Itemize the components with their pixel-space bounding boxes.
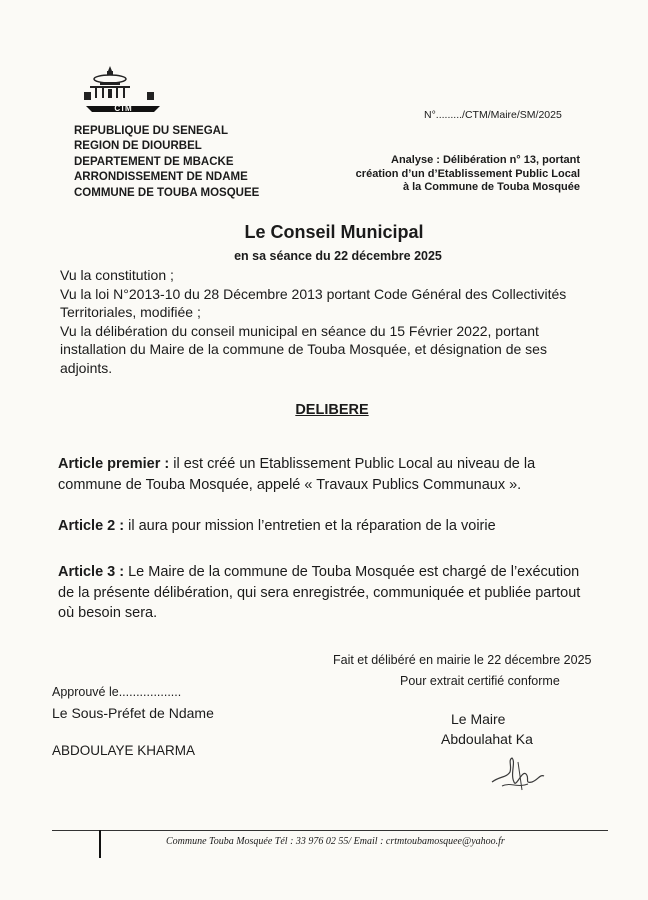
article-2 — [58, 516, 598, 537]
analyse-line: à la Commune de Touba Mosquée — [402, 181, 580, 194]
reference-number: N°........./CTM/Maire/SM/2025 — [424, 109, 562, 121]
document-title: Le Conseil Municipal — [244, 222, 424, 242]
sous-prefet-title: Le Sous-Préfet de Ndame — [52, 705, 214, 721]
svg-text:CTM: CTM — [114, 104, 132, 113]
mayor-title: Le Maire — [451, 711, 506, 727]
article-3 — [58, 562, 598, 624]
administrative-header — [74, 124, 259, 201]
fait-et-delibere: Fait et délibéré en mairie le 22 décembre 2025 — [333, 653, 592, 667]
article-premier — [58, 454, 598, 495]
admin-line: REGION DE DIOURBEL — [74, 140, 202, 153]
signature-icon — [488, 752, 550, 794]
article-label: Article premier : — [58, 456, 170, 472]
commune-logo — [80, 62, 170, 122]
session-date: en sa séance du 22 décembre 2025 — [234, 249, 442, 263]
mosque-emblem-icon — [80, 62, 170, 122]
article-text: il aura pour mission l’entretien et la réparation de la voirie — [124, 518, 496, 534]
visa-paragraph: Vu la délibération du conseil municipal en séance du 15 Février 2022, portant installation du Maire de la commune de Touba Mosquée, et désignation de ses adjoints. — [60, 322, 547, 376]
article-label: Article 3 : — [58, 564, 125, 580]
footer-bar — [99, 830, 101, 858]
visas-section — [60, 266, 570, 378]
article-label: Article 2 : — [58, 518, 125, 534]
mayor-name: Abdoulahat Ka — [441, 731, 533, 747]
article-text: il est créé un Etablissement Public Local au niveau de la commune de Touba Mosquée, appelé « Travaux Publics Communaux ». — [58, 456, 536, 493]
analyse-line: Analyse : Délibération n° 13, portant — [391, 154, 580, 166]
visa-paragraph: Vu la constitution ; — [60, 267, 174, 283]
analyse-block — [330, 154, 580, 195]
sous-prefet-name: ABDOULAYE KHARMA — [52, 743, 196, 758]
delibere-heading: DELIBERE — [295, 402, 369, 418]
approuve-line: Approuvé le.................. — [52, 685, 182, 699]
footer-divider — [52, 830, 608, 831]
footer-contact: Commune Touba Mosquée Tél : 33 976 02 55/ Email : crtmtoubamosquee@yahoo.fr — [166, 836, 505, 847]
extrait-certifie: Pour extrait certifié conforme — [400, 674, 560, 688]
article-text: Le Maire de la commune de Touba Mosquée est chargé de l’exécution de la présente délibération, qui sera enregistrée, communiquée et publiée partout où besoin sera. — [58, 564, 581, 621]
admin-line: DEPARTEMENT DE MBACKE — [74, 155, 234, 168]
admin-line: COMMUNE DE TOUBA MOSQUEE — [74, 186, 260, 199]
visa-paragraph: Vu la loi N°2013-10 du 28 Décembre 2013 portant Code Général des Collectivités Territoriales, modifiée ; — [60, 285, 567, 321]
admin-line: ARRONDISSEMENT DE NDAME — [74, 171, 248, 184]
admin-line: REPUBLIQUE DU SENEGAL — [74, 125, 228, 137]
mayor-signature — [488, 752, 550, 794]
analyse-line: création d’un d’Etablissement Public Local — [355, 167, 580, 180]
